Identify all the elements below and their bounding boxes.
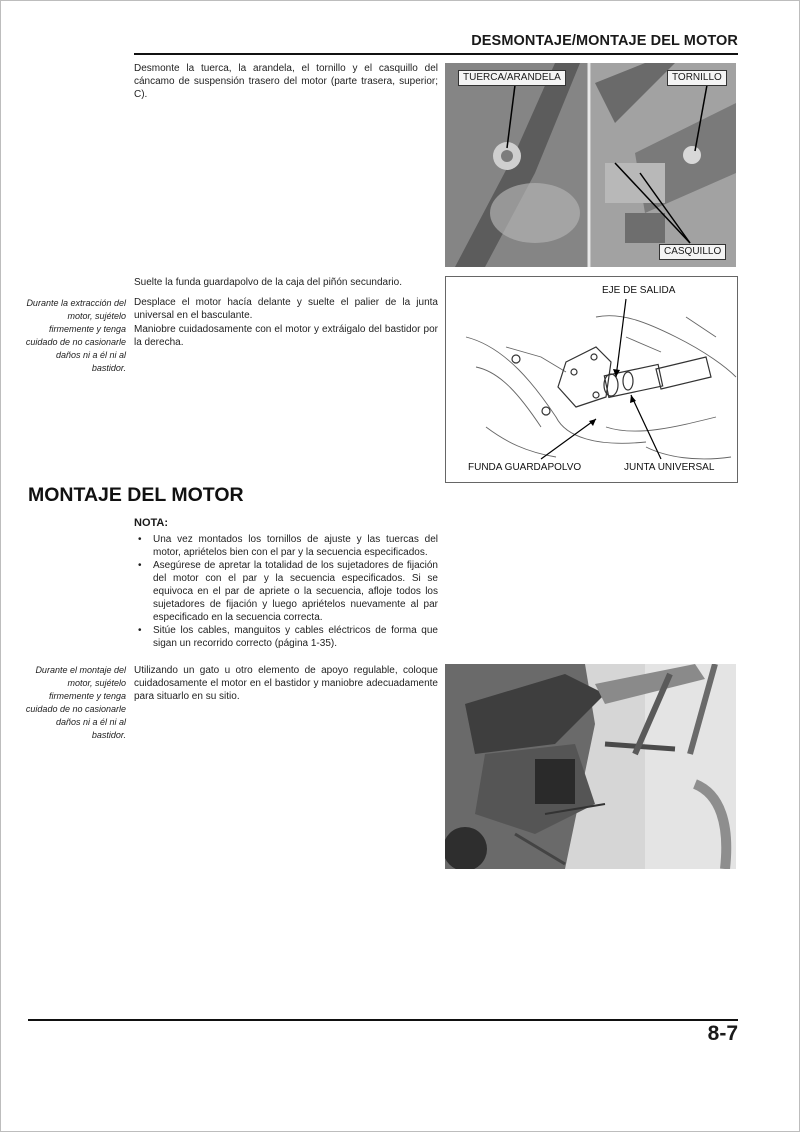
callout-collar: CASQUILLO [659,244,726,260]
label-dust-boot: FUNDA GUARDAPOLVO [468,462,582,473]
engine-hanger-photo-art [445,63,736,267]
callout-bolt: TORNILLO [667,70,727,86]
nota-item: • Una vez montados los tornillos de ajuste y las tuercas del motor, apriételos bien con el par y la secuencia especificados. [134,533,438,559]
header-rule [134,53,738,55]
step2-remove-text: Maniobre cuidadosamente con el motor y extráigalo del bastidor por la derecha. [134,324,438,348]
step2-move-text: Desplace el motor hacía delante y suelte el palier de la junta universal en el basculante. [134,297,438,321]
engine-hanger-photo [445,63,736,267]
universal-joint-diagram [445,276,738,483]
step2-boot-text: Suelte la funda guardapolvo de la caja del piñón secundario. [134,277,402,288]
footer-rule [28,1019,738,1021]
section-title: MONTAJE DEL MOTOR [28,484,244,506]
engine-installation-photo [445,664,736,869]
nota-item: • Asegúrese de apretar la totalidad de los sujetadores de fijación del motor con el par y la secuencia especificados. Si se equivoca en el par de apriete o la secuencia, afloje todos los sujetadores de fijación y luego apriételos nuevamente al par especificado en la secuencia correcta. [134,559,438,624]
step3-text: Utilizando un gato u otro elemento de apoyo regulable, coloque cuidadosamente el motor en el bastidor y maniobre adecuadamente para situarlo en su sitio. [134,665,438,702]
step1-text: Desmonte la tuerca, la arandela, el tornillo y el casquillo del cáncamo de suspensión trasero del motor (parte trasera, superior; C). [134,63,438,100]
removal-caution-note: Durante la extracción del motor, sujételo firmemente y tenga cuidado de no casionarle daños ni a él ni al bastidor. [25,298,126,373]
page-header: DESMONTAJE/MONTAJE DEL MOTOR [471,33,738,49]
installation-caution-note: Durante el montaje del motor, sujételo firmemente y tenga cuidado de no casionarle daños ni a él ni al bastidor. [25,665,126,740]
page-number: 8-7 [707,1022,738,1045]
callout-nut-washer: TUERCA/ARANDELA [458,70,566,86]
nota-list [134,533,438,650]
nota-label: NOTA: [134,517,169,529]
universal-joint-drawing [446,277,737,482]
label-output-shaft: EJE DE SALIDA [602,285,676,296]
nota-item: • Sitúe los cables, manguitos y cables eléctricos de forma que sigan un recorrido correcto (página 1-35). [134,624,438,650]
label-universal-joint: JUNTA UNIVERSAL [624,462,715,473]
engine-installation-photo-art [445,664,736,869]
